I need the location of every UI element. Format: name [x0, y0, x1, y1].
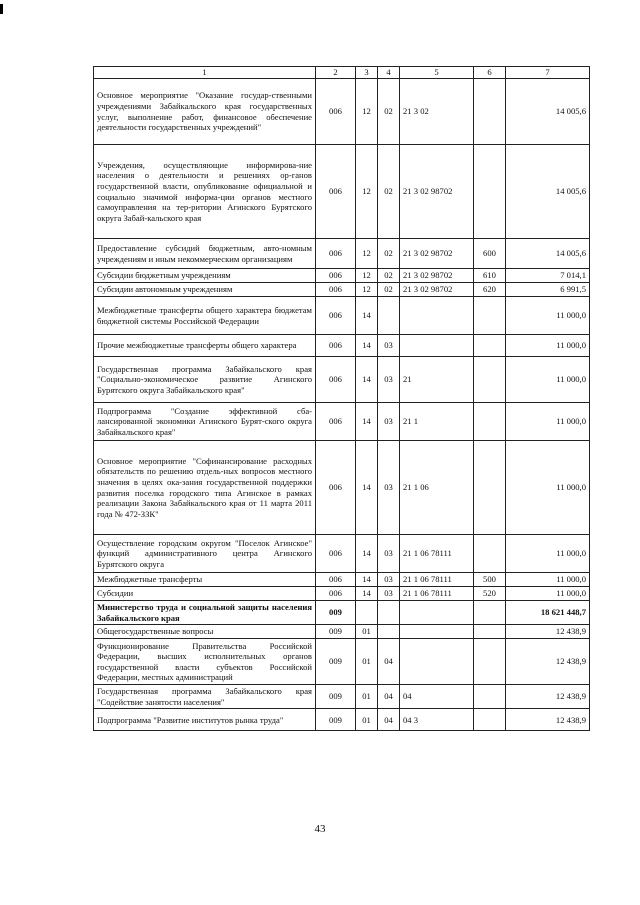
- expense-type-cell: [474, 535, 506, 573]
- grbs-cell: 009: [316, 639, 356, 685]
- section-cell: [356, 601, 378, 625]
- grbs-cell: 006: [316, 283, 356, 297]
- grbs-cell: 009: [316, 601, 356, 625]
- name-cell: Прочие межбюджетные трансферты общего характера: [94, 335, 316, 357]
- grbs-cell: 006: [316, 587, 356, 601]
- name-cell: Государственная программа Забайкальского края "Социально-экономическое развитие Агинского Бурятского округа Забайкальского края": [94, 357, 316, 403]
- grbs-cell: 006: [316, 573, 356, 587]
- section-cell: 12: [356, 283, 378, 297]
- expense-type-cell: [474, 79, 506, 145]
- name-cell: Предоставление субсидий бюджетным, авто-номным учреждениям и иным некоммерческим организациям: [94, 239, 316, 269]
- amount-cell: 11 000,0: [506, 297, 590, 335]
- expense-type-cell: 500: [474, 573, 506, 587]
- target-article-cell: [400, 601, 474, 625]
- grbs-cell: 006: [316, 535, 356, 573]
- section-cell: 01: [356, 625, 378, 639]
- grbs-cell: 009: [316, 709, 356, 731]
- subsection-cell: 02: [378, 79, 400, 145]
- expense-type-cell: [474, 335, 506, 357]
- subsection-cell: 03: [378, 573, 400, 587]
- subsection-cell: 03: [378, 441, 400, 535]
- target-article-cell: 04: [400, 685, 474, 709]
- section-cell: 01: [356, 685, 378, 709]
- table-row: [94, 587, 590, 601]
- page-number: 43: [314, 823, 326, 835]
- table-row: [94, 145, 590, 239]
- target-article-cell: 21 3 02: [400, 79, 474, 145]
- subsection-cell: 02: [378, 239, 400, 269]
- section-cell: 14: [356, 535, 378, 573]
- amount-cell: 6 991,5: [506, 283, 590, 297]
- target-article-cell: [400, 335, 474, 357]
- amount-cell: 11 000,0: [506, 587, 590, 601]
- grbs-cell: 006: [316, 297, 356, 335]
- amount-cell: 12 438,9: [506, 625, 590, 639]
- amount-cell: 11 000,0: [506, 441, 590, 535]
- table-row: [94, 573, 590, 587]
- subsection-cell: [378, 625, 400, 639]
- column-header: 7: [506, 67, 590, 79]
- table-row: [94, 283, 590, 297]
- section-cell: 12: [356, 269, 378, 283]
- amount-cell: 7 014,1: [506, 269, 590, 283]
- subsection-cell: 02: [378, 283, 400, 297]
- grbs-cell: 006: [316, 441, 356, 535]
- subsection-cell: 04: [378, 685, 400, 709]
- grbs-cell: 006: [316, 239, 356, 269]
- target-article-cell: 21 1: [400, 403, 474, 441]
- expense-type-cell: [474, 357, 506, 403]
- column-header: 4: [378, 67, 400, 79]
- column-header: 1: [94, 67, 316, 79]
- name-cell: Осуществление городским округом "Поселок Агинское" функций административного центра Агинского Бурятского округа: [94, 535, 316, 573]
- amount-cell: 14 005,6: [506, 79, 590, 145]
- table-row: [94, 269, 590, 283]
- table-body: [94, 79, 590, 731]
- name-cell: Общегосударственные вопросы: [94, 625, 316, 639]
- table-row: [94, 239, 590, 269]
- table-row: [94, 297, 590, 335]
- name-cell: Министерство труда и социальной защиты населения Забайкальского края: [94, 601, 316, 625]
- grbs-cell: 006: [316, 335, 356, 357]
- amount-cell: 14 005,6: [506, 239, 590, 269]
- subsection-cell: 04: [378, 639, 400, 685]
- name-cell: Субсидии: [94, 587, 316, 601]
- expense-type-cell: 600: [474, 239, 506, 269]
- expense-type-cell: [474, 709, 506, 731]
- subsection-cell: 03: [378, 403, 400, 441]
- table-header: [94, 67, 590, 79]
- target-article-cell: [400, 625, 474, 639]
- expense-type-cell: 620: [474, 283, 506, 297]
- expense-type-cell: 610: [474, 269, 506, 283]
- target-article-cell: 21: [400, 357, 474, 403]
- table-row: [94, 639, 590, 685]
- expense-type-cell: [474, 625, 506, 639]
- section-cell: 14: [356, 441, 378, 535]
- target-article-cell: 21 3 02 98702: [400, 239, 474, 269]
- target-article-cell: [400, 639, 474, 685]
- section-cell: 14: [356, 357, 378, 403]
- grbs-cell: 006: [316, 403, 356, 441]
- corner-mark: [0, 4, 3, 14]
- column-header: 5: [400, 67, 474, 79]
- column-header: 2: [316, 67, 356, 79]
- grbs-cell: 006: [316, 357, 356, 403]
- name-cell: Учреждения, осуществляющие информирова-ние населения о деятельности и решениях ор-ганов государственной власти, опубликование официальной и социально значимой информа-ции органов местного самоуправления на тер-ритории Агинского Бурятского округа Забай-кальского края: [94, 145, 316, 239]
- table-row: [94, 709, 590, 731]
- grbs-cell: 006: [316, 79, 356, 145]
- amount-cell: 11 000,0: [506, 535, 590, 573]
- grbs-cell: 009: [316, 685, 356, 709]
- table-row: [94, 79, 590, 145]
- expense-type-cell: [474, 685, 506, 709]
- name-cell: Субсидии бюджетным учреждениям: [94, 269, 316, 283]
- section-cell: 14: [356, 335, 378, 357]
- name-cell: Функционирование Правительства Российской Федерации, высших исполнительных органов государственной власти субъектов Российской Федерации, местных администраций: [94, 639, 316, 685]
- expense-type-cell: [474, 297, 506, 335]
- header-row: [94, 67, 590, 79]
- section-cell: 01: [356, 639, 378, 685]
- subsection-cell: 02: [378, 269, 400, 283]
- subsection-cell: 03: [378, 357, 400, 403]
- name-cell: Подпрограмма "Развитие институтов рынка труда": [94, 709, 316, 731]
- table-row: [94, 625, 590, 639]
- table-row: [94, 403, 590, 441]
- target-article-cell: 21 3 02 98702: [400, 269, 474, 283]
- target-article-cell: 21 1 06 78111: [400, 587, 474, 601]
- section-cell: 12: [356, 79, 378, 145]
- expense-type-cell: 520: [474, 587, 506, 601]
- expense-type-cell: [474, 639, 506, 685]
- section-cell: 01: [356, 709, 378, 731]
- amount-cell: 11 000,0: [506, 357, 590, 403]
- subsection-cell: 02: [378, 145, 400, 239]
- grbs-cell: 006: [316, 269, 356, 283]
- name-cell: Межбюджетные трансферты общего характера бюджетам бюджетной системы Российской Федерации: [94, 297, 316, 335]
- section-cell: 14: [356, 297, 378, 335]
- amount-cell: 12 438,9: [506, 709, 590, 731]
- subsection-cell: 03: [378, 335, 400, 357]
- column-header: 3: [356, 67, 378, 79]
- amount-cell: 14 005,6: [506, 145, 590, 239]
- name-cell: Подпрограмма "Создание эффективной сба-лансированной экономики Агинского Бурят-ского округа Забайкальского края": [94, 403, 316, 441]
- subsection-cell: 03: [378, 587, 400, 601]
- grbs-cell: 006: [316, 145, 356, 239]
- section-cell: 14: [356, 587, 378, 601]
- target-article-cell: 21 3 02 98702: [400, 145, 474, 239]
- section-cell: 14: [356, 573, 378, 587]
- target-article-cell: [400, 297, 474, 335]
- subsection-cell: [378, 297, 400, 335]
- table-row: [94, 335, 590, 357]
- target-article-cell: 21 1 06 78111: [400, 573, 474, 587]
- name-cell: Основное мероприятие "Софинансирование расходных обязательств по решению отдель-ных вопросов местного значения в целях ока-зания государственной поддержки развития поселка городского типа Агинское в рамках реализации Закона Забайкальского края от 11 марта 2011 года № 472-ЗЗК": [94, 441, 316, 535]
- table-row: [94, 441, 590, 535]
- section-cell: 12: [356, 239, 378, 269]
- target-article-cell: 21 1 06 78111: [400, 535, 474, 573]
- table-row: [94, 601, 590, 625]
- budget-table: [93, 66, 590, 731]
- table-row: [94, 535, 590, 573]
- expense-type-cell: [474, 403, 506, 441]
- expense-type-cell: [474, 441, 506, 535]
- grbs-cell: 009: [316, 625, 356, 639]
- amount-cell: 12 438,9: [506, 685, 590, 709]
- subsection-cell: 04: [378, 709, 400, 731]
- table-row: [94, 685, 590, 709]
- name-cell: Межбюджетные трансферты: [94, 573, 316, 587]
- amount-cell: 12 438,9: [506, 639, 590, 685]
- target-article-cell: 21 3 02 98702: [400, 283, 474, 297]
- amount-cell: 11 000,0: [506, 573, 590, 587]
- expense-type-cell: [474, 601, 506, 625]
- amount-cell: 11 000,0: [506, 335, 590, 357]
- subsection-cell: 03: [378, 535, 400, 573]
- subsection-cell: [378, 601, 400, 625]
- target-article-cell: 04 3: [400, 709, 474, 731]
- amount-cell: 18 621 448,7: [506, 601, 590, 625]
- name-cell: Государственная программа Забайкальского края "Содействие занятости населения": [94, 685, 316, 709]
- name-cell: Основное мероприятие "Оказание государ-ственными учреждениями Забайкальского края государственных услуг, выполнение работ, финансовое обеспечение деятельности государственных учреждений": [94, 79, 316, 145]
- name-cell: Субсидии автономным учреждениям: [94, 283, 316, 297]
- section-cell: 14: [356, 403, 378, 441]
- expense-type-cell: [474, 145, 506, 239]
- section-cell: 12: [356, 145, 378, 239]
- column-header: 6: [474, 67, 506, 79]
- amount-cell: 11 000,0: [506, 403, 590, 441]
- target-article-cell: 21 1 06: [400, 441, 474, 535]
- table-row: [94, 357, 590, 403]
